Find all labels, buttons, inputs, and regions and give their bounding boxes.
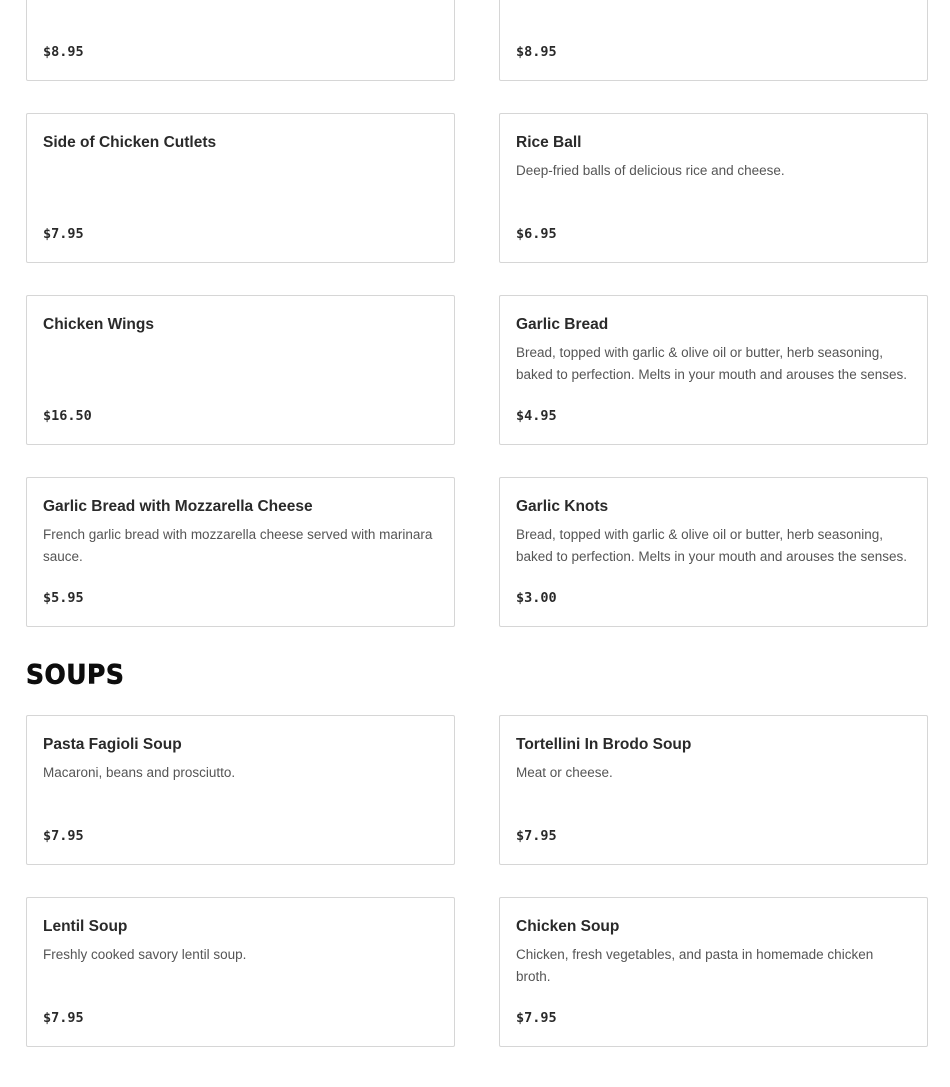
menu-item-name: Lentil Soup: [43, 918, 128, 935]
soups-menu-grid: [26, 715, 928, 1047]
menu-item-card-side-of-chicken-cutlets[interactable]: [26, 113, 455, 263]
menu-item-description: Meat or cheese.: [516, 765, 613, 780]
menu-item-name: Garlic Knots: [516, 498, 609, 515]
menu-item-name: Chicken Soup: [516, 918, 620, 935]
menu-item-description: Bread, topped with garlic & olive oil or butter, herb seasoning, baked to perfection. Melts in your mouth and arouses the senses.: [516, 345, 907, 382]
menu-item-price: $5.95: [43, 590, 84, 606]
menu-item-name: Tortellini In Brodo Soup: [516, 736, 692, 753]
menu-item-card-garlic-bread[interactable]: [499, 295, 928, 445]
menu-item-card-tortellini-in-brodo-soup[interactable]: [499, 715, 928, 865]
menu-item-name: Garlic Bread with Mozzarella Cheese: [43, 498, 313, 515]
menu-item-card[interactable]: [26, 0, 455, 81]
menu-item-price: $7.95: [43, 226, 84, 242]
menu-item-price: $7.95: [516, 828, 557, 844]
menu-item-name: Pasta Fagioli Soup: [43, 736, 182, 753]
section-title-soups: SOUPS: [26, 659, 125, 690]
menu-item-price: $4.95: [516, 408, 557, 424]
menu-item-name: Side of Chicken Cutlets: [43, 134, 217, 151]
menu-item-card-chicken-soup[interactable]: [499, 897, 928, 1047]
menu-item-card-garlic-bread-with-mozzarella[interactable]: [26, 477, 455, 627]
menu-item-price: $8.95: [516, 44, 557, 60]
menu-item-price: $7.95: [43, 1010, 84, 1026]
menu-item-description: Freshly cooked savory lentil soup.: [43, 947, 247, 962]
menu-item-price: $3.00: [516, 590, 557, 606]
menu-item-name: Garlic Bread: [516, 316, 609, 333]
menu-item-description: French garlic bread with mozzarella cheese served with marinara sauce.: [43, 527, 433, 564]
menu-item-card-pasta-fagioli-soup[interactable]: [26, 715, 455, 865]
menu-item-description: Chicken, fresh vegetables, and pasta in homemade chicken broth.: [516, 947, 874, 984]
menu-item-card-chicken-wings[interactable]: [26, 295, 455, 445]
menu-item-name: Rice Ball: [516, 134, 582, 151]
menu-item-price: $7.95: [516, 1010, 557, 1026]
menu-item-price: $6.95: [516, 226, 557, 242]
menu-item-card[interactable]: [499, 0, 928, 81]
menu-item-description: Deep-fried balls of delicious rice and cheese.: [516, 163, 785, 178]
menu-item-price: $8.95: [43, 44, 84, 60]
menu-item-card-lentil-soup[interactable]: [26, 897, 455, 1047]
menu-item-price: $16.50: [43, 408, 92, 424]
menu-item-name: Chicken Wings: [43, 316, 154, 333]
menu-item-description: Macaroni, beans and prosciutto.: [43, 765, 236, 780]
menu-item-card-garlic-knots[interactable]: [499, 477, 928, 627]
menu-item-description: Bread, topped with garlic & olive oil or butter, herb seasoning, baked to perfection. Melts in your mouth and arouses the senses.: [516, 527, 907, 564]
menu-item-card-rice-ball[interactable]: [499, 113, 928, 263]
appetizers-menu-grid: [26, 0, 928, 627]
menu-item-price: $7.95: [43, 828, 84, 844]
